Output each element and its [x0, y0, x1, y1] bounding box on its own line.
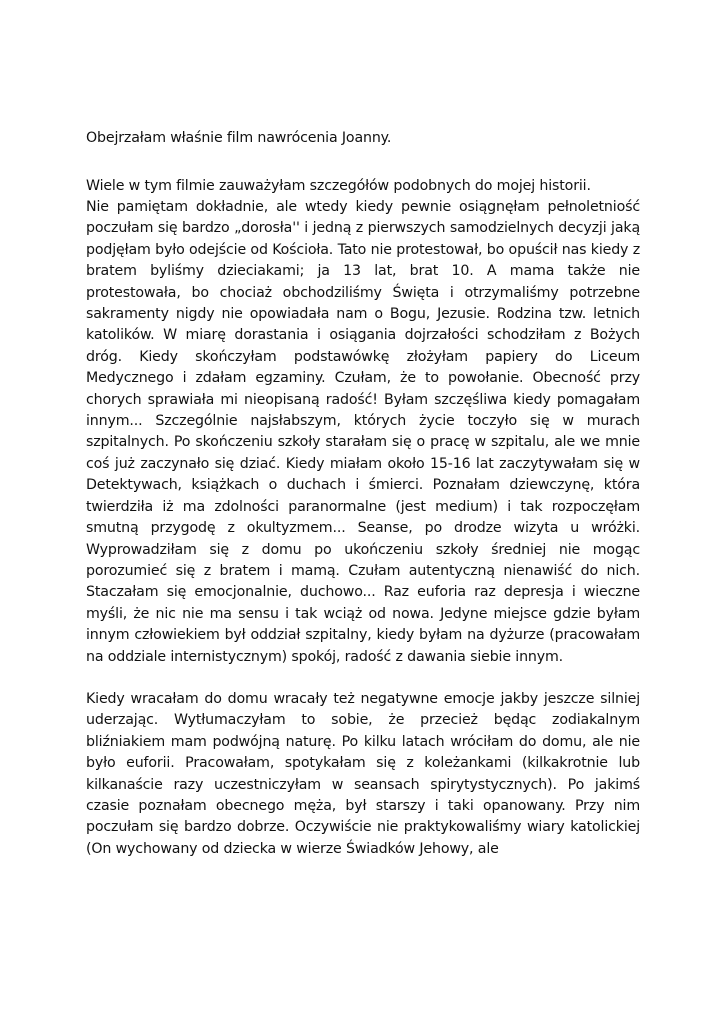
paragraph-1-body: Nie pamiętam dokładnie, ale wtedy kiedy pewnie osiągnęłam pełnoletniość poczułam się bardzo „dorosła'' i jedną z pierwszych samodzielnych decyzji jaką podjęłam było odejście od Kościoła. Tato nie protestował, bo opuścił nas kiedy z bratem byliśmy dzieciakami; ja 13 lat, brat 10. A mama także nie protestowała, bo chociaż obchodziliśmy Święta i otrzymaliśmy potrzebne sakramenty nigdy nie opowiadała nam o Bogu, Jezusie. Rodzina tzw. letnich katolików. W miarę dorastania i osiągania dojrzałości schodziłam z Bożych dróg. Kiedy skończyłam podstawówkę złożyłam papiery do Liceum Medycznego i zdałam egzaminy. Czułam, że to powołanie. Obecność przy chorych sprawiała mi nieopisaną radość! Byłam szczęśliwa kiedy pomagałam innym... Szczególnie najsłabszym, których życie toczyło się w murach szpitalnych. Po skończeniu szkoły starałam się o pracę w szpitalu, ale we mnie coś już zaczynało się dziać. Kiedy miałam około 15-16 lat zaczytywałam się w Detektywach, książkach o duchach i śmierci. Poznałam dziewczynę, która twierdziła iż ma zdolności paranormalne (jest medium) i tak rozpoczęłam smutną przygodę z okultyzmem... Seanse, po drodze wizyta u wróżki. Wyprowadziłam się z domu po ukończeniu szkoły średniej nie mogąc porozumieć się z bratem i mamą. Czułam autentyczną nienawiść do nich. Staczałam się emocjonalnie, duchowo... Raz euforia raz depresja i wieczne myśli, że nic nie ma sensu i tak wciąż od nowa. Jedyne miejsce gdzie byłam innym człowiekiem był oddział szpitalny, kiedy byłam na dyżurze (pracowałam na oddziale internistycznym) spokój, radość z dawania siebie innym.: [86, 199, 640, 665]
document-title-line: Obejrzałam właśnie film nawrócenia Joanny.: [86, 130, 392, 146]
paragraph-1-first-line: Wiele w tym filmie zauważyłam szczegółów podobnych do mojej historii.: [86, 178, 591, 194]
paragraph-2-body: Kiedy wracałam do domu wracały też negatywne emocje jakby jeszcze silniej uderzając. Wytłumaczyłam to sobie, że przecież będąc zodiakalnym bliźniakiem mam podwójną naturę. Po kilku latach wróciłam do domu, ale nie było euforii. Pracowałam, spotykałam się z koleżankami (kilkakrotnie lub kilkanaście razy uczestniczyłam w seansach spirytystycznych). Po jakimś czasie poznałam obecnego męża, był starszy i taki opanowany. Przy nim poczułam się bardzo dobrze. Oczywiście nie praktykowaliśmy wiary katolickiej (On wychowany od dziecka w wierze Świadków Jehowy, ale: [86, 691, 640, 857]
